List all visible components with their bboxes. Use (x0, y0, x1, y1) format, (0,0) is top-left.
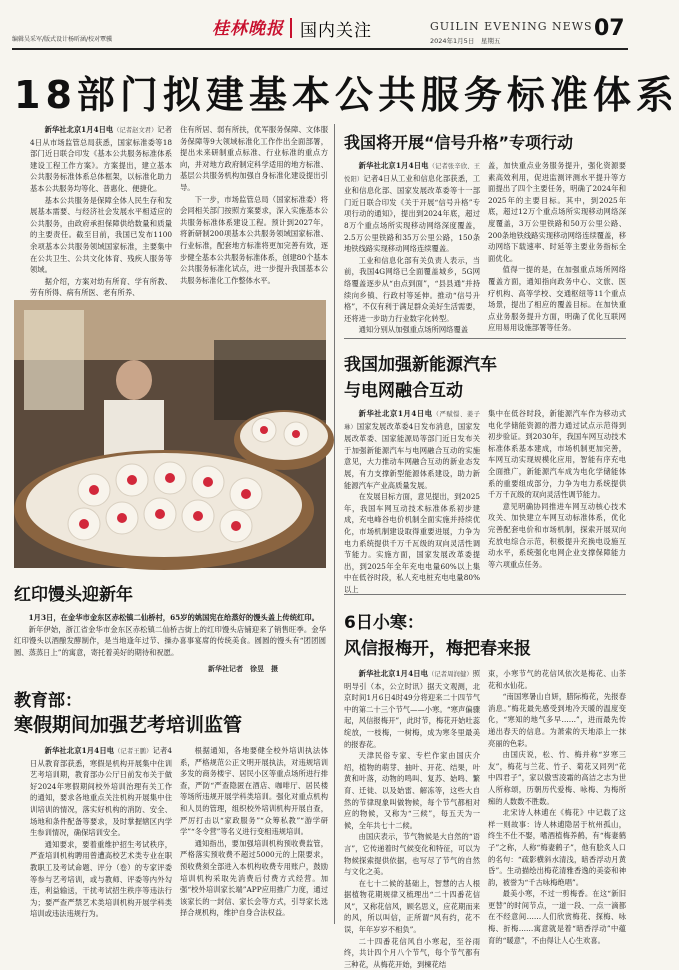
paragraph: 盖，加快重点业务服务提升，强化资源要素高效利用，促进监测评测水平提升等方面提出了四个主要任务，明确了2024年和2025年的主要目标。其中，到2025年底，超过12万个重点场所实现移动网络深度覆盖，3万公里铁路和50万公里公路、200条地铁线路实现移动网络连续覆盖，移动网络下载速率、时延等主要业务指标全面优化。 (488, 161, 626, 263)
column-divider (334, 124, 335, 924)
paragraph: 记者4日从市场监管总局获悉，国家标准委等18部门近日联合印发《基本公共服务标准体系建设工程工作方案》。方案提出，建立基本公共服务标准体系总体框架，以标准化助力基本公共服务均等化、普惠化、便捷化。 (30, 125, 173, 193)
paragraph: 照明导引（本，公立时讯）据天文观测，北京时间1月6日4时49分将迎来二十四节气中的第二十三个节气——小寒。“寒声偏骤起，风信报梅开”，此时节，梅花开始吐蕊绽放，一枝梅，一树梅，成为寒冬里最美的报春花。 (344, 669, 481, 749)
photo-title: 红印馒头迎新年 (14, 585, 133, 605)
solar-term-col1 (344, 668, 481, 969)
paragraph: 住有所居、弱有所扶，优军服务保障、文体服务保障等9大领域标准化工作作出全面部署，提出未来研制重点标准、行业标准的重点方向，并对地方政府制定科学适用的地方标准、基层公共服务机构加强自身标准化建设提出引导。 (180, 125, 328, 192)
education-headline: 寒假期间加强艺考培训监管 (14, 714, 243, 736)
page-number: 07 (594, 16, 625, 41)
paragraph: 基本公共服务是保障全体人民生存和发展基本需要、与经济社会发展水平相适应的公共服务，由政府承担保障供给数量和质量的主要责任。截至目前，我国已发布1100余项基本公共服务领域国家标准，主要集中在公共卫生、公共文化体育、残疾人服务等领域。 (30, 195, 172, 275)
dateline: 新华社北京1月4日电 (44, 125, 114, 134)
section-title: 国内关注 (300, 21, 372, 41)
paragraph: 通知分别从加强重点场所网络覆盖 (358, 325, 469, 335)
nev-col2 (488, 408, 626, 586)
paragraph: 国家发展改革委4日发布消息，国家发展改革委、国家能源局等部门近日发布关于加强新能源汽车与电网融合互动的实施意见，大力推动车网融合互动的新业态发展，有力支撑新型能源体系建设，助力新能源汽车产业高质量发展。 (344, 421, 480, 490)
paragraph: 值得一提的是，在加强重点场所网络覆盖方面，通知指向政务中心、文旅、医疗机构、高等学校、交通枢纽等11个重点场景，提出了相应的覆盖目标。在加快重点业务服务提升方面，明确了优化互联网应用易用设施部署等任务。 (488, 265, 626, 333)
photo-illustration (14, 300, 326, 568)
dateline: 新华社北京1月4日电 (358, 161, 429, 170)
editor-credits: 编辑吴采军/版式设计杨昕涵/校对覃骥 (12, 36, 113, 43)
section-divider (344, 338, 626, 339)
education-col2 (180, 745, 328, 923)
paragraph: 工业和信息化部有关负责人表示，当前，我国4G网络已全面覆盖城乡，5G网络覆盖逐步从“由点到面”，“县县通”并持续向乡镇、行政村等延伸。推动“信号升格”，不仅有利于满足群众美好生活需要，还将进一步助力行业数字化转型。 (344, 255, 480, 323)
main-story-col2 (180, 124, 328, 292)
byline: （严赋憬、姜子琳） (344, 411, 481, 431)
paragraph: 意见明确协同推进车网互动核心技术攻关、加快建立车网互动标准体系，优化完善配套电价和市场机制，探索开展双向充放电综合示范，积极提升充换电设施互动水平，系统强化电网企业支撑保障能力等六项重点任务。 (488, 501, 626, 569)
paragraph: 在七十二候的基础上，智慧的古人根据植物花期规律又梳理出“二十四番花信风”，又称花信风，顾名思义，应花期而来的风，所以叫信，正所谓“风有约，花不误，年年岁岁不相负”。 (344, 878, 480, 935)
byline: （记者张辛欣、王悦阳） (344, 163, 480, 183)
masthead-divider (290, 18, 292, 38)
paragraph: 通知要求，要着重维护招生考试秩序，严查培训机构聘用曾遭高校艺术类专业在职教职工及考试命题、评分（卷）的专家评委等参与艺考培训，或与教师、评委等内外勾连，利益输送，干扰考试招生秩序等违法行为；要严查严禁艺术类培训机构开展学科类培训或违法违规行为。 (30, 839, 172, 919)
signal-headline: 我国将开展“信号升格”专项行动 (344, 133, 574, 152)
paragraph: 二十四番花信风自小寒起，至谷雨终，共计四个月八个节气，每个节气都有三种花，从梅花开始，到楝花结 (344, 936, 480, 969)
main-headline: 18部门拟建基本公共服务标准体系 (14, 73, 679, 117)
paragraph: 在发展目标方面，意见提出，到2025年，我国车网互动技术标准体系初步建成，充电峰谷电价机制全面实施并持续优化，市场机制建设取得重要进展，力争为电力系统提供千万千瓦级的双向灵活性调节能力。实施方面，国家发展改革委提出，到2025年全年充电电量60%以上集中在低谷时段，私人充电桩充电电量80%以上 (344, 492, 480, 594)
nev-headline-line2: 与电网融合互动 (344, 381, 463, 401)
signal-col2 (488, 160, 626, 332)
byline: （记者王鹏） (114, 748, 153, 755)
photo-caption (14, 612, 326, 662)
nev-col1 (344, 408, 481, 594)
byline: （记者赵文君） (113, 127, 158, 134)
byline: （记者周润健） (428, 671, 473, 678)
solar-term-kicker: 6日小寒： (344, 613, 424, 633)
paper-name-english: GUILIN EVENING NEWS (430, 20, 593, 33)
paragraph: 通知指出，要加强培训机构预收费监管，严格落实预收费不超过5000元的上限要求，预收费须全部进入本机构收费专用账户，鼓励培训机构采取先消费后付费方式经营。加强“校外培训家长端”APP应用推广力度，通过该家长的一封信、家长会等方式，引导家长选择合规机构，维护自身合法权益。 (180, 838, 328, 918)
paragraph: 根据通知，各地要健全校外培训执法体系，严格规范公正文明开展执法，对违规培训多发的商务楼宇、居民小区等重点场所进行排查，严防“严查隐匿在酒店、咖啡厅、居民楼等场所违规开展学科类培训。强化对重点机构和人员的管理，组织校外培训机构开展自查，严厉打击以“家政服务”“众筹私教”“游学研学”“冬令营”等名义进行变相违规培训。 (180, 746, 328, 837)
paragraph: 集中在低谷时段，新能源汽车作为移动式电化学储能资源的潜力通过试点示范得到初步验证。到2030年，我国车网互动技术标准体系基本建成，市场机制更加完善，车网互动实现规模化应用，智能有序充电全面推广，新能源汽车成为电化学储能体系的重要组成部分，力争为电力系统提供千万千瓦级的双向灵活性调节能力。 (488, 409, 626, 500)
signal-col1 (344, 160, 480, 335)
main-story-col1 (30, 124, 173, 298)
paragraph: 记者4日从教育部获悉，寒假是机构开展集中住训艺考培训期，教育部办公厅日前发布关于做好2024年寒假期间校外培训治理有关工作的通知，要求各地重点关注机构开展集中住训培训的情况，落实好机构的消防、安全、场地和条件配备等要求，及时掌握辖区内学生参训情况，确保培训安全。 (30, 746, 173, 838)
paragraph: 最美小寒，不过一剪梅香。在这“新旧更替”的时间节点，一道一段、一点一滴都在不经意间……人们欣赏梅花、探梅、咏梅、折梅……寓意就是着“暗香浮动”中蕴育的“暖意”，不由得让人心生欢喜。 (488, 889, 626, 945)
paragraph: “南国寒暑山自妍，腊际梅花，先报春消息。”梅花最先感受到地冷天暖的温度变化，“寒知的地气多早……”，进而最先传递出春天的信息。为萧索的天地添上一抹亮丽的色彩。 (488, 692, 626, 748)
issue-date: 2024年1月5日 星期五 (430, 37, 501, 45)
solar-term-headline: 风信报梅开，梅把春来报 (344, 639, 531, 659)
dateline: 新华社北京1月4日电 (358, 409, 433, 418)
paragraph: 据介绍，方案对幼有所育、学有所教、劳有所得、病有所医、老有所养、 (30, 276, 172, 298)
dateline: 新华社北京1月4日电 (44, 746, 115, 755)
newspaper-logo: 桂林晚报 (212, 19, 284, 39)
paragraph: 由国庆说，松、竹、梅并称“岁寒三友”，梅花与兰花、竹子、菊花又同列“花中四君子”，家以傲雪凌霜的高洁之志为世人所称颂，历朝历代爱梅、咏梅、为梅所痴的人数数不胜数。 (488, 750, 626, 806)
paragraph: 北宋诗人林逋在《梅花》中记载了这样一则故事：诗人林逋隐居于杭州孤山，终生不仕不娶，嗜酒植梅养鹤，有“梅妻鹤子”之称，人称“梅妻鹤子”，他有脍炙人口的名句：“疏影横斜水清浅，暗香浮动月黄昏”。生动描绘出梅花清雅香逸的美姿和神韵，被誉为“千古咏梅绝唱”。 (488, 808, 626, 887)
masthead-rule (12, 48, 628, 50)
solar-term-col2 (488, 668, 626, 945)
paragraph: 下一步，市场监管总局（国家标准委）将会同相关部门按照方案要求，深入实施基本公共服务标准体系建设工程。预计到2027年，将新研制200项基本公共服务领域国家标准、行业标准，配套地方标准将更加完善有效，逐步健全基本公共服务标准体系，创建80个基本公共服务标准化试点，进一步提升我国基本公共服务标准化工作整体水平。 (180, 194, 328, 285)
education-col1 (30, 745, 172, 923)
paragraph: 天津民俗专家、专栏作家由国庆介绍，植物的萌芽、抽叶、开花、结果，叶黄和叶落，动物的鸣叫、复苏、始鸣、繁育、迁徙、以及始雷、解冻等，这些大自然的节律现象叫做物候，每个节气都相对应的物候，又称为“三候”，每五天为一候，全年共七十二候。 (344, 751, 480, 830)
news-photo-red-stamp-buns (14, 300, 326, 568)
caption-lead: 1月3日，在金华市金东区赤松镇二仙桥村，65岁的姚国宪在给蒸好的馒头盖上传统红印。 (28, 613, 319, 622)
caption-body: 新年伊始，浙江省金华市金东区赤松镇二仙桥古街上的红印馒头店铺迎来了销售旺季。金华红印馒头以酒酿发酵制作，是当地逢年过节、操办喜事宴席的传统美食。圆圆的馒头有“团团圆圆、蒸蒸日上”的寓意，寄托着美好的期待和祝愿。 (14, 624, 326, 657)
nev-headline-line1: 我国加强新能源汽车 (344, 355, 497, 375)
dateline: 新华社北京1月4日电 (358, 669, 429, 678)
photo-credit: 新华社记者 徐昱 摄 (208, 664, 278, 673)
education-kicker: 教育部： (14, 691, 82, 711)
paragraph: 记者4日从工业和信息化部获悉，工业和信息化部、国家发展改革委等十一部门近日联合印发《关于开展“信号升格”专项行动的通知》，提出到2024年底，超过8万个重点场所实现移动网络深度覆盖，2.5万公里铁路和35万公里公路，150条地铁线路实现移动网络连续覆盖。 (344, 173, 480, 254)
paragraph: 束，小寒节气的花信风依次是梅花、山茶花和水仙花。 (488, 669, 626, 690)
paragraph: 由国庆表示，节气物候是大自然的“语言”，它传递着时气候变化和特征，可以为物候探索提供依据，也写尽了节气的自然与文化之美。 (344, 832, 480, 877)
section-divider (344, 594, 626, 595)
masthead (0, 0, 640, 52)
